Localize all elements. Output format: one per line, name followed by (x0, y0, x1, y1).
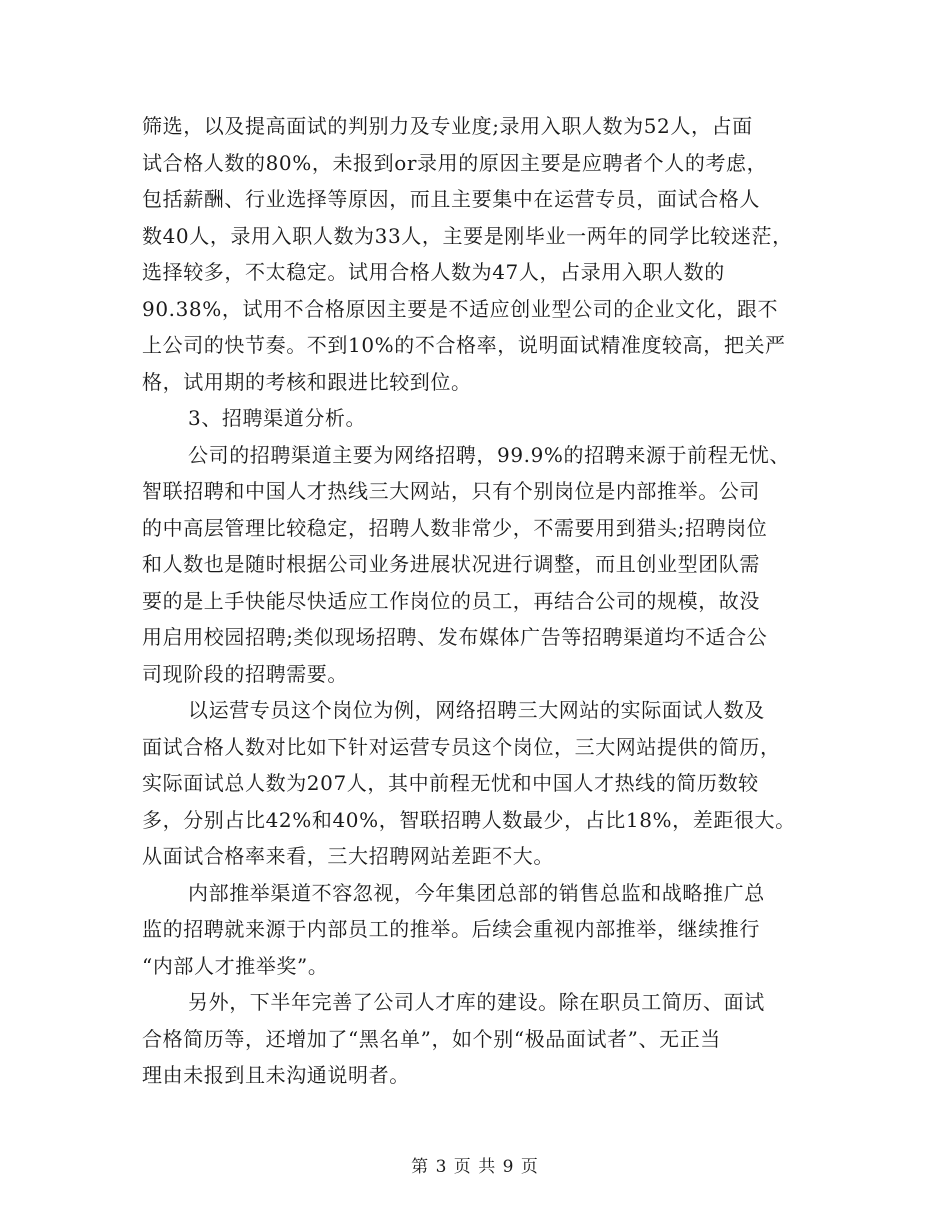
text-line: 司现阶段的招聘需要。 (142, 661, 348, 686)
text-line: 筛选，以及提高面试的判别力及专业度;录用入职人数为52人，占面 (142, 114, 753, 138)
text-line: 多，分别占比42%和40%，智联招聘人数最少，占比18%，差距很大。 (142, 807, 796, 832)
text-line: 包括薪酬、行业选择等原因，而且主要集中在运营专员，面试合格人 (142, 187, 760, 211)
paragraph-start-line: 内部推举渠道不容忽视，今年集团总部的销售总监和战略推广总 (188, 880, 765, 905)
text-line: 用启用校园招聘;类似现场招聘、发布媒体广告等招聘渠道均不适合公 (142, 625, 768, 649)
text-line: 合格简历等，还增加了“黑名单”，如个别“极品面试者”、无正当 (142, 1026, 721, 1051)
paragraph-start-line: 公司的招聘渠道主要为网络招聘，99.9%的招聘来源于前程无忧、 (188, 442, 791, 467)
paragraph-start-line: 以运营专员这个岗位为例，网络招聘三大网站的实际面试人数及 (188, 698, 765, 722)
text-line: “内部人才推举奖”。 (142, 953, 329, 978)
text-line: 格，试用期的考核和跟进比较到位。 (142, 369, 472, 394)
text-line: 理由未报到且未沟通说明者。 (142, 1063, 410, 1087)
text-line: 90.38%，试用不合格原因主要是不适应创业型公司的企业文化，跟不 (142, 296, 779, 321)
paragraph-start-line: 另外，下半年完善了公司人才库的建设。除在职员工简历、面试 (188, 990, 765, 1014)
text-line: 面试合格人数对比如下针对运营专员这个岗位，三大网站提供的简历， (142, 734, 781, 759)
body-text (142, 108, 818, 1094)
text-line: 的中高层管理比较稳定，招聘人数非常少，不需要用到猎头;招聘岗位 (142, 515, 768, 540)
text-line: 监的招聘就来源于内部员工的推举。后续会重视内部推举，继续推行 (142, 917, 760, 941)
text-line: 上公司的快节奏。不到10%的不合格率，说明面试精准度较高，把关严 (142, 333, 786, 357)
text-line: 要的是上手快能尽快适应工作岗位的员工，再结合公司的规模，故没 (142, 588, 760, 613)
page-number-footer: 第 3 页 共 9 页 (411, 1157, 539, 1177)
text-line: 实际面试总人数为207人，其中前程无忧和中国人才热线的简历数较 (142, 771, 759, 795)
section-heading: 3、招聘渠道分析。 (188, 406, 367, 430)
text-line: 数40人，录用入职人数为33人，主要是刚毕业一两年的同学比较迷茫， (142, 223, 793, 248)
text-line: 智联招聘和中国人才热线三大网站，只有个别岗位是内部推举。公司 (142, 479, 760, 503)
text-line: 试合格人数的80%，未报到or录用的原因主要是应聘者个人的考虑， (142, 150, 768, 175)
text-line: 和人数也是随时根据公司业务进展状况进行调整，而且创业型团队需 (142, 552, 760, 576)
text-line: 选择较多，不太稳定。试用合格人数为47人，占录用入职人数的 (142, 260, 725, 284)
text-line: 从面试合格率来看，三大招聘网站差距不大。 (142, 844, 554, 868)
